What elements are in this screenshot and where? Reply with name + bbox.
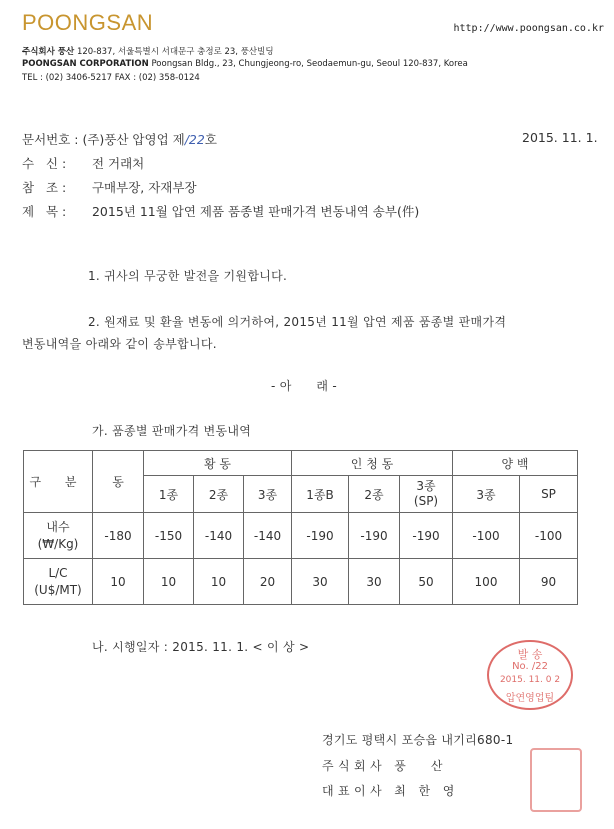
address-en-text: Poongsan Bldg., 23, Chungjeong-ro, Seodaemun-gu, Seoul 120-837, Korea: [151, 59, 468, 69]
reference-line: [22, 178, 197, 196]
subject-label: 제 목 :: [22, 204, 67, 219]
address-english: [22, 59, 468, 69]
signature-address: 경기도 평택시 포승읍 내기리680-1: [322, 733, 514, 747]
table-cell: 20: [244, 559, 292, 605]
table-cell: -150: [144, 513, 194, 559]
row-domestic-label-2: (₩/Kg): [37, 536, 79, 551]
header-group-brass: 황 동: [144, 451, 292, 476]
company-seal: [530, 748, 582, 812]
stamp-department: 압연영업팀: [505, 693, 555, 704]
paragraph-1: 1. 귀사의 무궁한 발전을 기원합니다.: [88, 269, 288, 283]
row-domestic-label: [24, 513, 93, 559]
subject-value: 2015년 11월 압연 제품 품종별 판매가격 변동내역 송부(件): [91, 204, 420, 219]
stamp-number: No. /22: [512, 661, 548, 672]
header-group-bronze: 인 청 동: [292, 451, 453, 476]
company-logo: POONGSAN: [22, 10, 154, 35]
subheader-brass-2: 2종: [194, 476, 244, 513]
paragraph-2-line-2: 변동내역을 아래와 같이 송부합니다.: [22, 337, 217, 351]
address-en-company: POONGSAN CORPORATION: [22, 59, 149, 69]
subheader-bronze-sp: (SP): [413, 494, 439, 508]
table-cell: 30: [292, 559, 349, 605]
signature-ceo: 대 표 이 사 최 한 영: [322, 784, 455, 798]
section-na-effective-date: 나. 시행일자 : 2015. 11. 1. < 이 상 >: [92, 640, 310, 654]
table-cell: 10: [93, 559, 144, 605]
table-cell: -140: [194, 513, 244, 559]
below-heading: - 아 래 -: [271, 379, 337, 393]
subheader-bronze-2: 2종: [349, 476, 400, 513]
stamp-title: 발 송: [517, 648, 543, 661]
table-cell: -190: [292, 513, 349, 559]
subheader-brass-3: 3종: [244, 476, 292, 513]
row-lc-label-2: (U$/MT): [34, 582, 82, 597]
table-cell: 100: [453, 559, 520, 605]
subheader-bronze-1b: 1종B: [292, 476, 349, 513]
table-cell: -190: [400, 513, 453, 559]
signature-company: 주 식 회 사 풍 산: [322, 759, 443, 773]
subheader-bronze-3: 3종: [416, 479, 436, 493]
subheader-brass-1: 1종: [144, 476, 194, 513]
section-ga-title: 가. 품종별 판매가격 변동내역: [92, 424, 252, 438]
paragraph-2-line-1: 2. 원재료 및 환율 변동에 의거하여, 2015년 11월 압연 제품 품종별 판매가격: [88, 315, 507, 329]
subheader-nickel-3: 3종: [453, 476, 520, 513]
table-cell: 10: [194, 559, 244, 605]
website-url[interactable]: http://www.poongsan.co.kr: [453, 23, 604, 34]
doc-number-label: 문서번호 :: [22, 132, 79, 147]
table-cell: 10: [144, 559, 194, 605]
table-cell: 30: [349, 559, 400, 605]
doc-number-suffix: 호: [204, 132, 217, 147]
address-kr-text: 120-837, 서울특별시 서대문구 충정로 23, 풍산빌딩: [76, 47, 274, 57]
table-cell: -140: [244, 513, 292, 559]
table-cell: -190: [349, 513, 400, 559]
reference-value: 구매부장, 자재부장: [91, 180, 197, 195]
reference-label: 참 조 :: [22, 180, 67, 195]
row-lc-label-1: L/C: [48, 565, 68, 580]
table-cell: -180: [93, 513, 144, 559]
header-division: 구 분: [24, 451, 93, 513]
address-korean: [22, 45, 274, 57]
header-group-nickel-silver: 양 백: [453, 451, 578, 476]
table-cell: 90: [520, 559, 578, 605]
stamp-date: 2015. 11. 0 2: [499, 675, 561, 685]
recipient-line: [22, 154, 144, 172]
recipient-label: 수 신 :: [22, 156, 67, 171]
subject-line: [22, 202, 419, 220]
contact-info: TEL : (02) 3406-5217 FAX : (02) 358-0124: [22, 73, 200, 83]
document-date: 2015. 11. 1.: [522, 130, 598, 145]
subheader-nickel-sp: SP: [520, 476, 578, 513]
row-domestic-label-1: 내수: [46, 519, 70, 534]
doc-number-line: [22, 130, 217, 148]
table-cell: -100: [520, 513, 578, 559]
row-lc-label: [24, 559, 93, 605]
doc-number-prefix: (주)풍산 압영업 제: [82, 132, 185, 147]
header-copper: 동: [93, 451, 144, 513]
table-cell: 50: [400, 559, 453, 605]
dispatch-stamp: [487, 640, 573, 710]
subheader-bronze-3sp: [400, 476, 453, 513]
price-change-table: [23, 450, 578, 605]
address-kr-company: 주식회사 풍산: [22, 47, 75, 57]
table-cell: -100: [453, 513, 520, 559]
recipient-value: 전 거래처: [91, 156, 145, 171]
doc-number-handwritten: /22: [184, 132, 205, 147]
